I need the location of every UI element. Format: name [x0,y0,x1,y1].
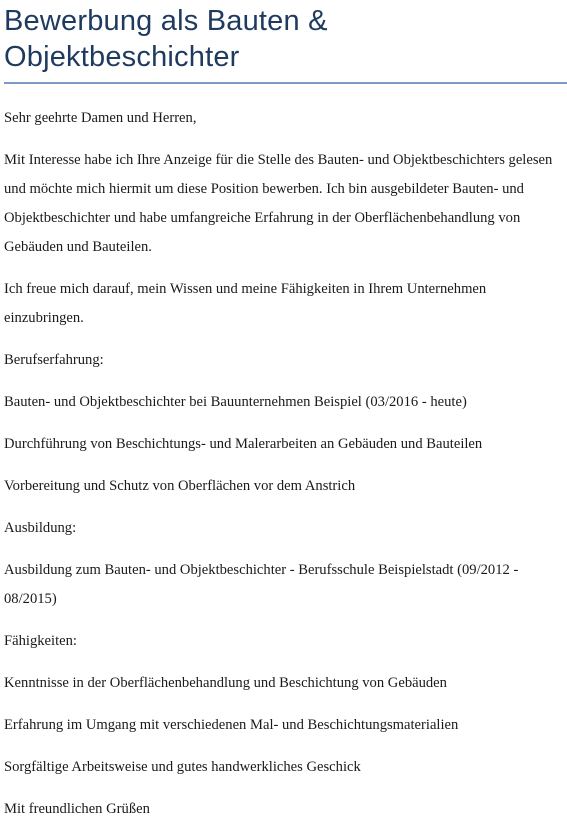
education-heading: Ausbildung: [4,520,77,536]
experience-heading: Berufserfahrung: [4,352,104,368]
experience-item: Bauten- und Objektbeschichter bei Bauunternehmen Beispiel (03/2016 - heute) [4,394,467,410]
skills-item: Kenntnisse in der Oberflächenbehandlung und Beschichtung von Gebäuden [4,675,447,691]
skills-item: Sorgfältige Arbeitsweise und gutes handwerkliches Geschick [4,759,361,775]
education-item: Ausbildung zum Bauten- und Objektbeschichter - Berufsschule Beispielstadt (09/2012 - 08/2015) [4,562,519,607]
title-divider [4,82,567,84]
skills-item: Erfahrung im Umgang mit verschiedenen Mal- und Beschichtungsmaterialien [4,717,459,733]
experience-item: Durchführung von Beschichtungs- und Malerarbeiten an Gebäuden und Bauteilen [4,436,483,452]
letter-body [4,104,563,824]
experience-item: Vorbereitung und Schutz von Oberflächen vor dem Anstrich [4,478,356,494]
salutation: Sehr geehrte Damen und Herren, [4,110,197,126]
motivation-paragraph: Ich freue mich darauf, mein Wissen und meine Fähigkeiten in Ihrem Unternehmen einzubringen. [4,281,487,326]
closing: Mit freundlichen Grüßen [4,801,150,817]
skills-heading: Fähigkeiten: [4,633,77,649]
intro-paragraph: Mit Interesse habe ich Ihre Anzeige für die Stelle des Bauten- und Objektbeschichters gelesen und möchte mich hiermit um diese Position bewerben. Ich bin ausgebildeter Bauten- und Objektbeschichter und habe umfangreiche Erfahrung in der Oberflächenbehandlung von Gebäuden und Bauteilen. [4,152,553,255]
document-title: Bewerbung als Bauten & Objektbeschichter [4,5,328,73]
